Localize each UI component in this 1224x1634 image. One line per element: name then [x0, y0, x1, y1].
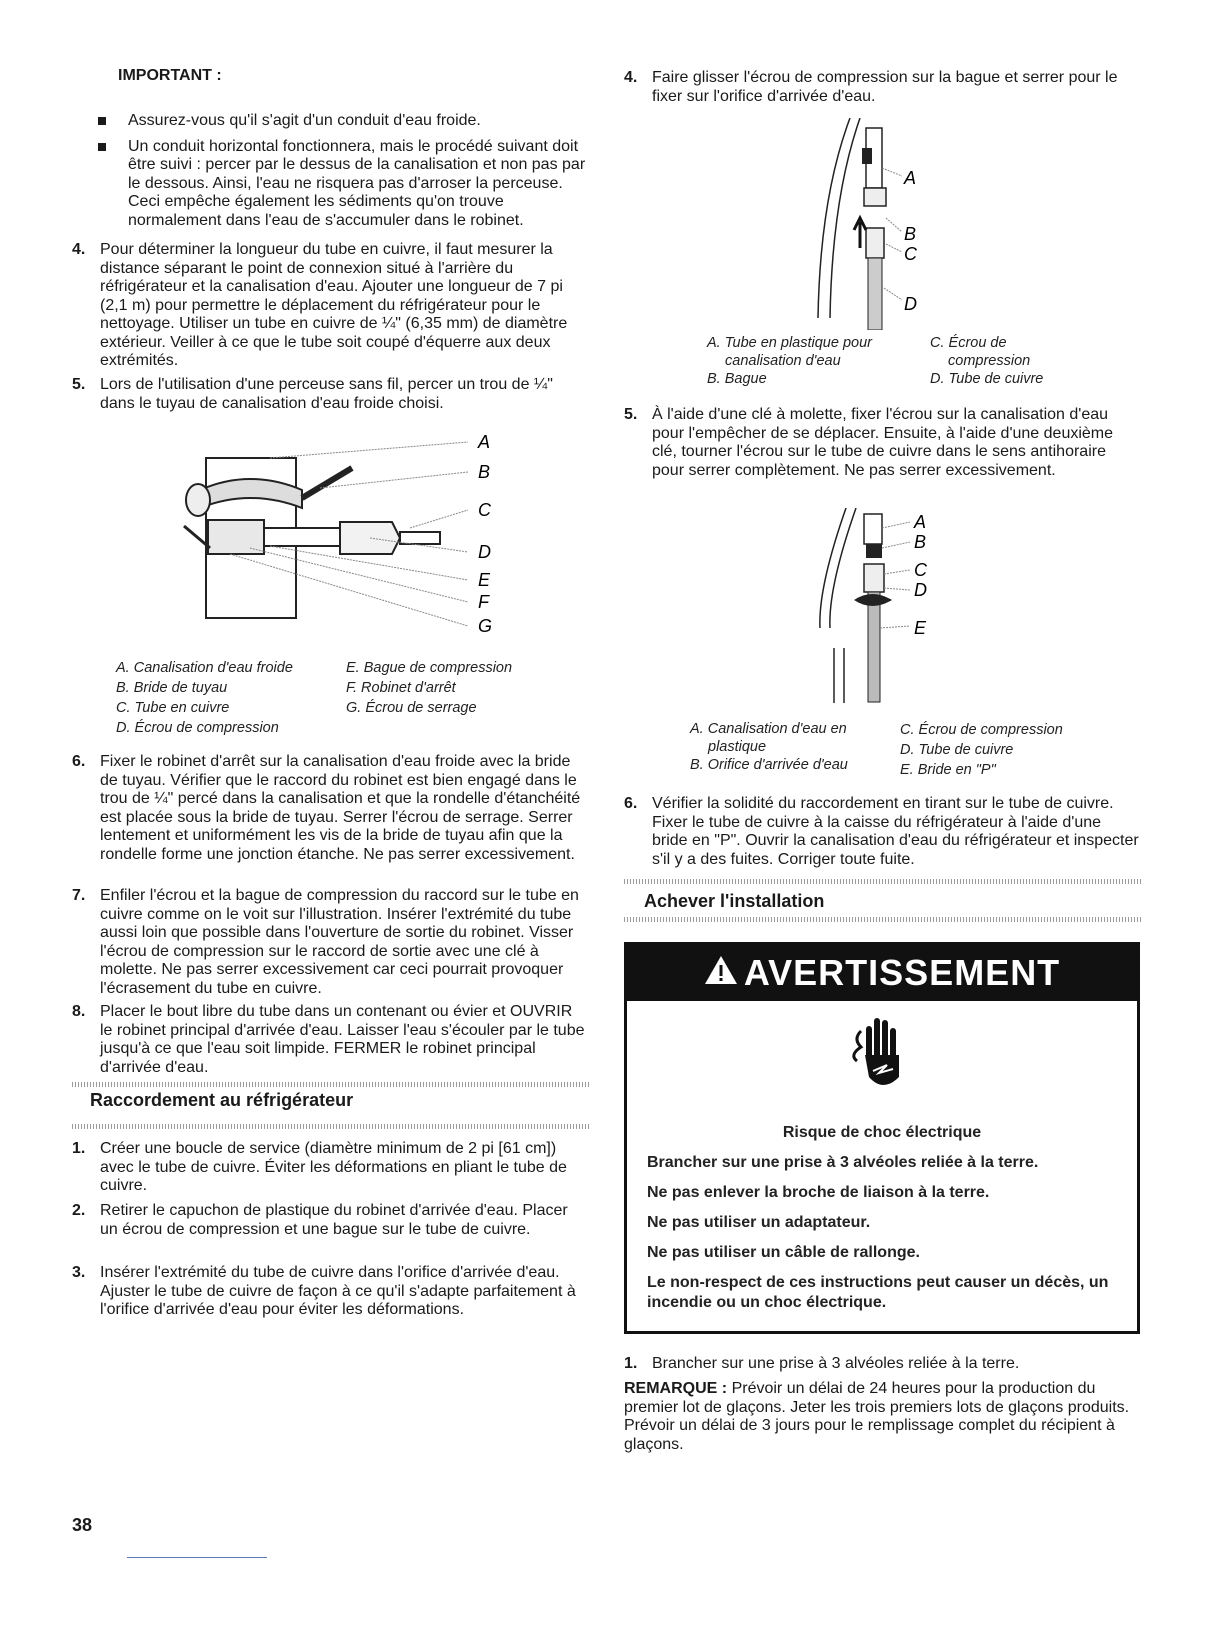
caption-line: C. Écrou de — [930, 335, 1007, 351]
step-text: Retirer le capuchon de plastique du robinet d'arrivée d'eau. Placer un écrou de compression et une bague sur le tube de cuivre. — [100, 1202, 568, 1238]
step-item — [624, 406, 1140, 480]
fig3-label-a: A — [914, 512, 927, 532]
caption-line: A. Canalisation d'eau en — [690, 721, 847, 737]
caption-line: E. Bride en "P" — [900, 762, 996, 778]
warning-text — [647, 1123, 1117, 1323]
figure1-caption-left — [116, 658, 293, 738]
clamp-screw-left — [186, 484, 210, 516]
step-text: Faire glisser l'écrou de compression sur la bague et serrer pour le fixer sur l'orifice d'arrivée d'eau. — [652, 69, 1118, 105]
fig1-label-e: E — [478, 570, 491, 590]
fig2-label-b: B — [904, 224, 917, 244]
warning-line: Ne pas enlever la broche de liaison à la terre. — [647, 1184, 990, 1201]
step-number: 4. — [624, 69, 638, 86]
step-item — [72, 753, 588, 864]
fig1-label-g: G — [478, 616, 493, 636]
caption-line: D. Tube de cuivre — [900, 742, 1014, 758]
ferrule-shape — [864, 188, 886, 206]
fig1-label-c: C — [478, 500, 491, 520]
copper-tube-shape — [868, 258, 882, 330]
bullet-item: Un conduit horizontal fonctionnera, mais le procédé suivant doit être suivi : percer par le dessus de la canalisation et non pas par le dessous. Ainsi, l'eau ne risquera pas d'arroser la perceuse. Ceci empêche également les sédiments qu'on trouve normalement dans l'eau de s'accumuler dans le robinet. — [92, 138, 588, 231]
step-text: Placer le bout libre du tube dans un contenant ou évier et OUVRIR le robinet principal d'arrivée d'eau. Laisser l'eau s'écouler par le tube jusqu'à ce que l'eau soit limpide. FERMER le robinet principal d'arrivée d'eau. — [100, 1003, 585, 1076]
caption-line: C. Tube en cuivre — [116, 700, 230, 716]
caption-line: D. Tube de cuivre — [930, 371, 1044, 387]
page-number: 38 — [72, 1515, 93, 1535]
section-title: Achever l'installation — [644, 891, 825, 911]
fig2-label-c: C — [904, 244, 917, 264]
bullet-item: Assurez-vous qu'il s'agit d'un conduit d'eau froide. — [92, 112, 588, 131]
step-text: Insérer l'extrémité du tube de cuivre dans l'orifice d'arrivée d'eau. Ajuster le tube de cuivre de façon à ce qu'il s'adapte parfaitement à l'orifice d'arrivée d'eau pour éviter les déformations. — [100, 1264, 576, 1318]
caption-line: F. Robinet d'arrêt — [346, 680, 456, 696]
step-number: 4. — [72, 241, 86, 258]
section-header — [72, 1082, 590, 1116]
remarque-label: REMARQUE : — [624, 1380, 728, 1397]
tube-end — [862, 148, 872, 164]
nut-shape — [864, 564, 884, 592]
warning-title: AVERTISSEMENT — [743, 952, 1061, 993]
step-number: 1. — [624, 1355, 638, 1372]
caption-line: B. Orifice d'arrivée d'eau — [690, 757, 848, 773]
inlet-shape — [866, 544, 882, 558]
caption-line: A. Tube en plastique pour — [707, 335, 872, 351]
step-item — [72, 1202, 588, 1239]
remarque-text: Prévoir un délai de 24 heures pour la production du premier lot de glaçons. Jeter les trois premiers lots de glaçons produits. Prévoir un délai de 3 jours pour le remplissage complet du récipient à glaçons. — [624, 1380, 1130, 1453]
fig3-label-c: C — [914, 560, 927, 580]
section-title: Raccordement au réfrigérateur — [90, 1090, 354, 1110]
step-item — [72, 376, 588, 413]
step-text: Créer une boucle de service (diamètre minimum de 2 pi [61 cm]) avec le tube de cuivre. Éviter les déformations en pliant le tube de cuivre. — [100, 1140, 567, 1194]
caption-line: plastique — [708, 739, 767, 755]
inlet-connection-figure — [810, 118, 970, 330]
copper-tube-shape — [868, 592, 880, 702]
step-item — [72, 1264, 588, 1320]
caption-line: compression — [948, 353, 1031, 369]
step-text: Brancher sur une prise à 3 alvéoles reliée à la terre. — [652, 1355, 1020, 1372]
valve-body-shape — [208, 520, 264, 554]
warning-line: Le non-respect de ces instructions peut causer un décès, un incendie ou un choc électrique. — [647, 1274, 1109, 1311]
caption-line: C. Écrou de compression — [900, 722, 1063, 738]
step-item — [72, 1140, 588, 1196]
step-number: 5. — [72, 376, 86, 393]
remarque-paragraph — [624, 1380, 1140, 1454]
figure2-caption-right — [930, 334, 1043, 388]
step-number: 1. — [72, 1140, 86, 1157]
warning-subtitle: Risque de choc électrique — [782, 1124, 982, 1141]
warning-line: Brancher sur une prise à 3 alvéoles reliée à la terre. — [647, 1154, 1039, 1171]
section-header — [624, 879, 1142, 913]
step-item — [72, 241, 588, 371]
fig3-label-d: D — [914, 580, 927, 600]
fig2-label-a: A — [904, 168, 917, 188]
fig2-label-d: D — [904, 294, 917, 314]
figure1-caption-right — [346, 658, 512, 718]
caption-line: D. Écrou de compression — [116, 720, 279, 736]
caption-line: B. Bague — [707, 371, 767, 387]
step-number: 7. — [72, 887, 86, 904]
step-number: 5. — [624, 406, 638, 423]
caption-line: canalisation d'eau — [725, 353, 841, 369]
figure3-caption-left — [690, 720, 848, 774]
step-text: Lors de l'utilisation d'une perceuse sans fil, percer un trou de ¼" dans le tuyau de canalisation d'eau froide choisi. — [100, 376, 553, 412]
step-number: 3. — [72, 1264, 86, 1281]
step-text: Enfiler l'écrou et la bague de compression du raccord sur le tube en cuivre comme on le voit sur l'illustration. Insérer l'extrémité du tube aussi loin que possible dans l'ouverture de sortie du robinet. Visser l'écrou de compression sur le raccord de sortie avec une clé à molette. Ne pas serrer excessivement car ceci pourrait provoquer l'écrasement du tube en cuivre. — [100, 887, 579, 997]
fig3-label-e: E — [914, 618, 927, 638]
step-number: 6. — [624, 795, 638, 812]
caption-line: B. Bride de tuyau — [116, 680, 228, 696]
step-number: 2. — [72, 1202, 86, 1219]
warning-panel — [624, 942, 1140, 1334]
step-item — [624, 795, 1140, 869]
nut-shape — [866, 228, 884, 258]
up-arrow-icon — [854, 218, 866, 248]
fig1-label-a: A — [478, 432, 491, 452]
section-rule-top — [72, 1082, 590, 1087]
footer-rule — [127, 1557, 267, 1558]
important-heading: IMPORTANT : — [118, 67, 222, 84]
shutoff-valve-figure — [170, 428, 510, 648]
warning-header — [627, 945, 1137, 1001]
p-clamp-figure — [810, 508, 960, 708]
rotate-arrow-icon — [854, 594, 892, 606]
caption-line: A. Canalisation d'eau froide — [116, 660, 293, 676]
step-text: Vérifier la solidité du raccordement en tirant sur le tube de cuivre. Fixer le tube de cuivre à la caisse du réfrigérateur à l'aide d'une bride en "P". Ouvrir la canalisation d'eau du réfrigérateur et inspecter s'il y a des fuites. Corriger toute fuite. — [652, 795, 1139, 868]
section-rule-bottom — [624, 917, 1142, 922]
step-number: 8. — [72, 1003, 86, 1020]
step-item — [624, 1355, 1140, 1374]
fig1-label-b: B — [478, 462, 491, 482]
step-text: Pour déterminer la longueur du tube en cuivre, il faut mesurer la distance séparant le point de connexion situé à l'arrière du réfrigérateur et la canalisation d'eau. Ajouter une longueur de 7 pi (2,1 m) pour permettre le déplacement du réfrigérateur pour le nettoyage. Utiliser un tube en cuivre de ¼" (6,35 mm) de diamètre extérieur. Veiller à ce que le tube soit coupé d'équerre aux deux extrémités. — [100, 241, 568, 369]
step-number: 6. — [72, 753, 86, 770]
clamp-screw-right — [302, 468, 352, 498]
warning-triangle-icon — [704, 952, 738, 994]
step-text: À l'aide d'une clé à molette, fixer l'écrou sur la canalisation d'eau pour l'empêcher de se déplacer. Ensuite, à l'aide d'une deuxième clé, tourner l'écrou sur le tube de cuivre dans le sens antihoraire pour serrer complètement. Ne pas serrer excessivement. — [652, 406, 1114, 479]
fig1-label-d: D — [478, 542, 491, 562]
important-bullets — [92, 112, 588, 237]
step-item — [72, 1003, 588, 1077]
step-item — [72, 887, 588, 998]
warning-line: Ne pas utiliser un câble de rallonge. — [647, 1244, 920, 1261]
caption-line: E. Bague de compression — [346, 660, 513, 676]
plastic-line-shape — [864, 514, 882, 544]
section-rule-top — [624, 879, 1142, 884]
section-rule-bottom — [72, 1124, 590, 1129]
fig1-label-f: F — [478, 592, 489, 612]
warning-line: Ne pas utiliser un adaptateur. — [647, 1214, 871, 1231]
outlet-tube — [400, 532, 440, 544]
figure2-caption-left — [707, 334, 872, 388]
caption-line: G. Écrou de serrage — [346, 700, 477, 716]
fig3-label-b: B — [914, 532, 927, 552]
step-text: Fixer le robinet d'arrêt sur la canalisation d'eau froide avec la bride de tuyau. Vérifier que le raccord du robinet est bien engagé dans le trou de ¼" percé dans la canalisation et que la rondelle d'étanchéité est placée sous la bride de tuyau. Serrer l'écrou de serrage. Serrer lentement et uniformément les vis de la bride de tuyau afin que la rondelle forme une jonction étanche. Ne pas serrer excessivement. — [100, 753, 581, 863]
electric-shock-icon — [839, 1011, 919, 1101]
step-item — [624, 69, 1140, 106]
figure3-caption-right — [900, 720, 1063, 780]
